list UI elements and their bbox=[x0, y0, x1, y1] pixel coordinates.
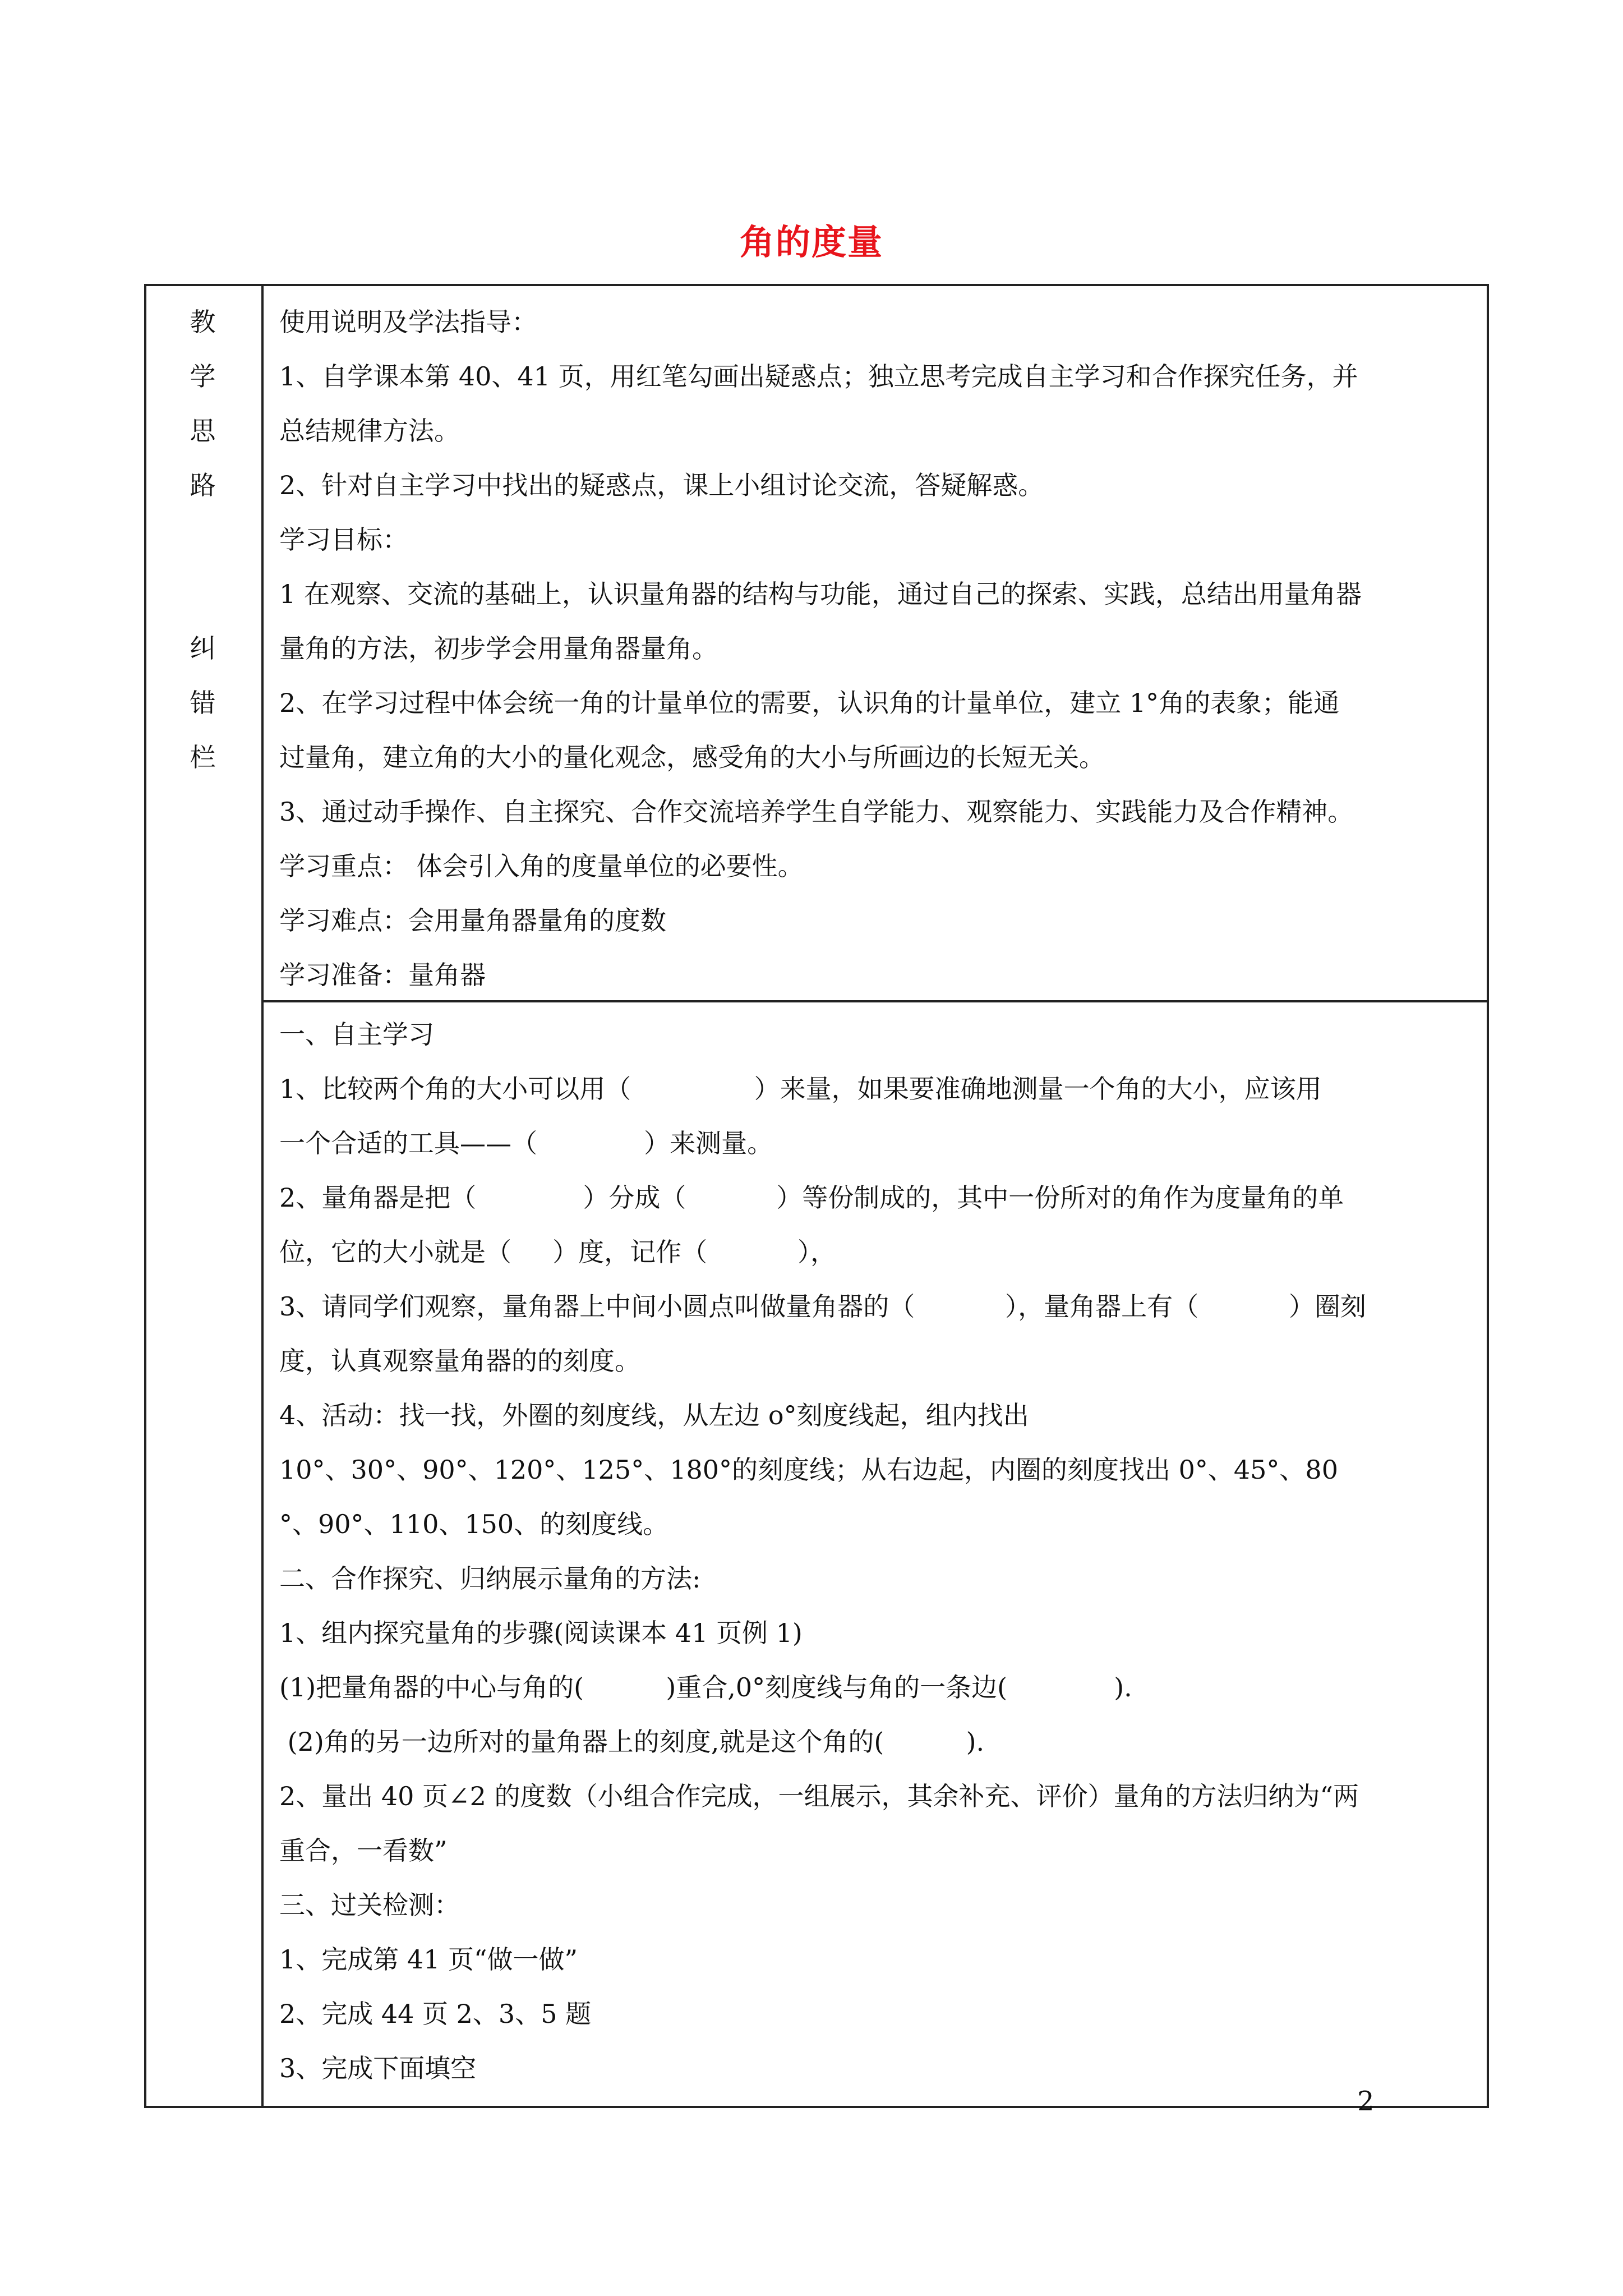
side-char: 教 bbox=[190, 307, 216, 337]
text-line: 2、在学习过程中体会统一角的计量单位的需要，认识角的计量单位，建立 1°角的表象；能通 bbox=[279, 688, 1340, 718]
text-line: 学习难点：会用量角器量角的度数 bbox=[279, 905, 666, 936]
side-char: 栏 bbox=[190, 742, 216, 772]
text-line: 3、完成下面填空 bbox=[279, 2053, 477, 2083]
document-title: 角的度量 bbox=[739, 222, 883, 263]
text-line: 1、自学课本第 40、41 页，用红笔勾画出疑惑点；独立思考完成自主学习和合作探究任务，并 bbox=[279, 361, 1358, 392]
text-line: 2、量角器是把（ ）分成（ ）等份制成的，其中一份所对的角作为度量角的单 bbox=[279, 1182, 1344, 1213]
column-divider bbox=[261, 284, 264, 2108]
text-line: 2、针对自主学习中找出的疑惑点，课上小组讨论交流，答疑解惑。 bbox=[279, 470, 1044, 500]
page-number: 2 bbox=[1357, 2086, 1375, 2117]
text-line: 4、活动：找一找，外圈的刻度线，从左边 o°刻度线起，组内找出 bbox=[279, 1400, 1029, 1430]
text-line: 一、自主学习 bbox=[279, 1019, 434, 1050]
side-char: 路 bbox=[190, 470, 216, 500]
text-line: (2)角的另一边所对的量角器上的刻度,就是这个角的( ). bbox=[279, 1727, 985, 1757]
text-line: 重合，一看数” bbox=[279, 1835, 448, 1866]
side-char: 学 bbox=[190, 361, 216, 392]
text-line: 1、组内探究量角的步骤(阅读课本 41 页例 1) bbox=[279, 1618, 803, 1648]
text-line: 使用说明及学法指导： bbox=[279, 307, 537, 337]
text-line: 1、比较两个角的大小可以用（ ）来量，如果要准确地测量一个角的大小，应该用 bbox=[279, 1074, 1322, 1104]
text-line: 1 在观察、交流的基础上，认识量角器的结构与功能，通过自己的探索、实践，总结出用量角器 bbox=[279, 579, 1362, 609]
text-line: 量角的方法，初步学会用量角器量角。 bbox=[279, 633, 718, 664]
side-char: 思 bbox=[190, 416, 216, 446]
text-line: 位，它的大小就是（ ）度，记作（ ）， bbox=[279, 1237, 836, 1267]
text-line: 一个合适的工具——（ ）来测量。 bbox=[279, 1128, 773, 1158]
text-line: 3、通过动手操作、自主探究、合作交流培养学生自学能力、观察能力、实践能力及合作精神。 bbox=[279, 797, 1354, 827]
text-line: 度，认真观察量角器的的刻度。 bbox=[279, 1346, 640, 1376]
text-line: 总结规律方法。 bbox=[279, 416, 460, 446]
text-line: (1)把量角器的中心与角的( )重合,0°刻度线与角的一条边( ). bbox=[279, 1672, 1132, 1703]
text-line: 学习目标： bbox=[279, 524, 408, 555]
text-line: 1、完成第 41 页“做一做” bbox=[279, 1944, 578, 1975]
text-line: 2、量出 40 页∠2 的度数（小组合作完成，一组展示，其余补充、评价）量角的方法归纳为“两 bbox=[279, 1781, 1359, 1811]
text-line: 3、请同学们观察，量角器上中间小圆点叫做量角器的（ ），量角器上有（ ）圈刻 bbox=[279, 1291, 1366, 1322]
learning-section bbox=[279, 1007, 1474, 2096]
side-label-error-correction bbox=[144, 622, 261, 785]
text-line: °、90°、110、150、的刻度线。 bbox=[279, 1509, 669, 1539]
instructions-section bbox=[279, 295, 1474, 1002]
text-line: 三、过关检测： bbox=[279, 1890, 460, 1920]
text-line: 过量角，建立角的大小的量化观念，感受角的大小与所画边的长短无关。 bbox=[279, 742, 1105, 772]
text-line: 学习准备：量角器 bbox=[279, 960, 486, 990]
side-char: 错 bbox=[190, 688, 216, 718]
side-label-teaching-idea bbox=[144, 295, 261, 513]
text-line: 学习重点： 体会引入角的度量单位的必要性。 bbox=[279, 851, 804, 881]
text-line: 2、完成 44 页 2、3、5 题 bbox=[279, 1999, 592, 2029]
text-line: 二、合作探究、归纳展示量角的方法: bbox=[279, 1563, 701, 1594]
text-line: 10°、30°、90°、120°、125°、180°的刻度线；从右边起，内圈的刻度找出 0°、45°、80 bbox=[279, 1455, 1338, 1485]
side-char: 纠 bbox=[190, 633, 216, 664]
